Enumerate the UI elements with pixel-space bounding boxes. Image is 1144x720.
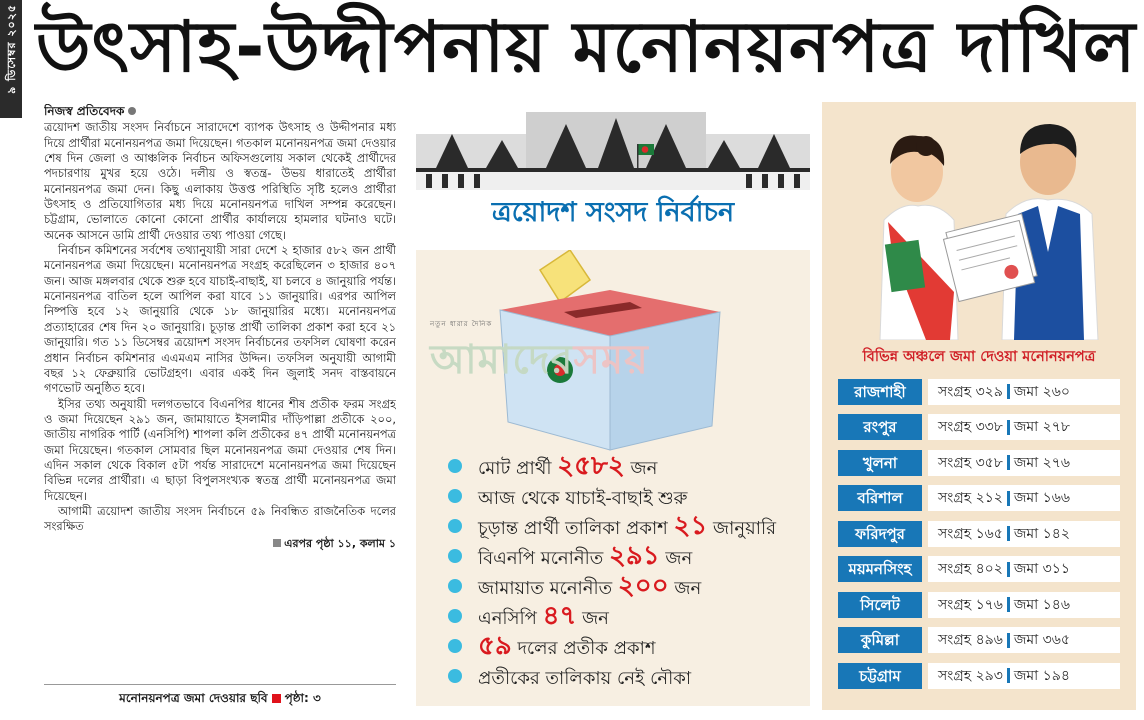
fact-text: জন — [668, 578, 702, 599]
region-name: খুলনা — [838, 450, 922, 476]
byline-dot-icon — [128, 107, 136, 115]
region-row — [838, 483, 1120, 515]
fact-number: ২৯১ — [609, 541, 660, 571]
article-paragraph: ইসির তথ্য অনুযায়ী দলগতভাবে বিএনপির ধানের শীষ প্রতীক ফরম সংগ্রহ ও জমা দিয়েছেন ২৯১ জন, জামায়াতে ইসলামীর দাঁড়িপাল্লা প্রতীকে ২০০, জাতীয় নাগরিক পার্টি (এনসিপি) শাপলা কলি প্রতীকের ৪৭ প্রার্থী মনোনয়নপত্র জমা দিয়েছেন। গতকাল সোমবার ছিল মনোনয়নপত্র জমা দেওয়ার শেষ দিন। এদিন সকাল থেকে বিকাল ৫টা পর্যন্ত সারাদেশে মনোনয়নপত্র জমা দিয়েছেন বিভিন্ন দলের প্রার্থীরা। এ ছাড়া বিপুলসংখ্যক স্বতন্ত্র প্রার্থী মনোনয়নপত্র জমা দিয়েছেন। — [44, 396, 396, 503]
region-collected: সংগ্রহ ৪০২ — [938, 561, 1003, 578]
region-collected: সংগ্রহ ৪৯৬ — [938, 632, 1003, 649]
divider-bar — [1007, 420, 1010, 435]
article-body — [44, 104, 396, 680]
fact-item — [448, 662, 808, 692]
region-collected: সংগ্রহ ৩৫৮ — [938, 454, 1003, 471]
fact-item — [448, 512, 808, 542]
fact-number: ২৫৮২ — [557, 451, 625, 481]
center-title: ত্রয়োদশ সংসদ নির্বাচন — [491, 197, 735, 228]
region-submitted: জমা ১৪৬ — [1013, 596, 1070, 613]
region-stats — [928, 485, 1120, 511]
region-name: রাজশাহী — [838, 379, 922, 405]
region-name: রংপুর — [838, 414, 922, 440]
region-row — [838, 376, 1120, 408]
bullet-icon — [448, 549, 462, 563]
region-name: সিলেট — [838, 592, 922, 618]
bullet-icon — [448, 459, 462, 473]
region-submitted: জমা ২৬০ — [1013, 383, 1070, 400]
bullet-icon — [448, 639, 462, 653]
fact-item — [448, 542, 808, 572]
divider-bar — [1007, 633, 1010, 648]
divider-bar — [1007, 491, 1010, 506]
fact-number: ২১ — [673, 511, 708, 541]
divider-bar — [1007, 455, 1010, 470]
region-stats — [928, 521, 1120, 547]
region-stats — [928, 627, 1120, 653]
continued-text: এরপর পৃষ্ঠা ১১, কলাম ১ — [284, 536, 396, 550]
region-name: চট্টগ্রাম — [838, 663, 922, 689]
fact-item — [448, 572, 808, 602]
region-name: কুমিল্লা — [838, 627, 922, 653]
bullet-icon — [448, 669, 462, 683]
headline: উৎসাহ-উদ্দীপনায় মনোনয়নপত্র দাখিল — [36, 6, 1137, 88]
region-row — [838, 447, 1120, 479]
square-icon — [273, 539, 281, 547]
region-collected: সংগ্রহ ১৭৬ — [938, 596, 1003, 613]
fact-text: জন — [624, 458, 658, 479]
key-facts-list — [448, 452, 808, 692]
bullet-icon — [448, 579, 462, 593]
region-stats — [928, 556, 1120, 582]
region-row — [838, 518, 1120, 550]
article-paragraph: আগামী ত্রয়োদশ জাতীয় সংসদ নির্বাচনে ৫৯ নিবন্ধিত রাজনৈতিক দলের সংরক্ষিত — [44, 503, 396, 534]
fact-text: জামায়াত মনোনীত — [478, 578, 618, 599]
fact-text: জন — [659, 548, 693, 569]
divider-bar — [1007, 562, 1010, 577]
region-collected: সংগ্রহ ২৯৩ — [938, 667, 1003, 684]
fact-text: আজ থেকে যাচাই-বাছাই শুরু — [478, 488, 688, 509]
watermark-text-a: আমাদের — [430, 337, 574, 383]
fact-item — [448, 632, 808, 662]
fact-item — [448, 602, 808, 632]
photo-note-text: মনোনয়নপত্র জমা দেওয়ার ছবি — [119, 691, 268, 705]
fact-item — [448, 452, 808, 482]
region-submitted: জমা ২৭৬ — [1013, 454, 1070, 471]
fact-text: চূড়ান্ত প্রার্থী তালিকা প্রকাশ — [478, 518, 674, 539]
region-stats — [928, 450, 1120, 476]
bullet-icon — [448, 609, 462, 623]
watermark-text-b: সময় — [573, 337, 649, 383]
region-collected: সংগ্রহ ৩২৯ — [938, 383, 1003, 400]
region-caption: বিভিন্ন অঞ্চলে জমা দেওয়া মনোনয়নপত্র — [862, 349, 1096, 365]
region-stats — [928, 592, 1120, 618]
fact-number: ২০০ — [617, 571, 669, 601]
region-stats — [928, 663, 1120, 689]
byline — [44, 104, 396, 119]
region-collected: সংগ্রহ ১৬৫ — [938, 525, 1003, 542]
divider-bar — [1007, 384, 1010, 399]
bullet-icon — [448, 519, 462, 533]
watermark-tagline: নতুন ধারার দৈনিক — [430, 320, 493, 328]
fact-number: ৪৭ — [542, 601, 577, 631]
region-table — [838, 376, 1120, 696]
region-submitted: জমা ২৭৮ — [1013, 419, 1070, 436]
region-collected: সংগ্রহ ৩৩৮ — [938, 419, 1003, 436]
date-strip — [0, 0, 22, 118]
divider-bar — [1007, 526, 1010, 541]
bullet-icon — [448, 489, 462, 503]
region-row — [838, 554, 1120, 586]
region-row — [838, 589, 1120, 621]
article-paragraph: ত্রয়োদশ জাতীয় সংসদ নির্বাচনে সারাদেশে ব্যাপক উৎসাহ ও উদ্দীপনার মধ্য দিয়ে প্রার্থীরা মনোনয়নপত্র জমা দিয়েছেন। গতকাল মনোনয়নপত্র জমা দেওয়ার শেষ দিন জেলা ও আঞ্চলিক নির্বাচন অফিসগুলোয় সকাল থেকেই প্রার্থীদের পদচারণায় মুখর হয়ে ওঠে। দলীয় ও স্বতন্ত্র- উভয় ধারাতেই প্রার্থীরা মনোনয়নপত্র জমা দেন। কিছু এলাকায় উত্তপ্ত পরিস্থিতি সৃষ্টি হলেও প্রার্থীরা উৎসাহ ও প্রতিযোগিতার মধ্য দিয়ে মনোনয়নপত্র দাখিল সম্পন্ন করেছেন। চট্টগ্রাম, ভোলাতে কোনো কোনো প্রার্থীর কার্যালয়ে হামলার ঘটনাও ঘটে। অনেক আসনে ডামি প্রার্থী দেওয়ার তথ্য পাওয়া গেছে। — [44, 120, 396, 242]
region-submitted: জমা ৩১১ — [1013, 561, 1070, 578]
continued-note — [44, 536, 396, 551]
candidates-submitting-illustration — [822, 102, 1136, 340]
fact-text: বিএনপি মনোনীত — [478, 548, 610, 569]
region-collected: সংগ্রহ ২১২ — [938, 490, 1003, 507]
divider-bar — [1007, 597, 1010, 612]
region-name: ফরিদপুর — [838, 521, 922, 547]
date-text: ৯ ডিসেম্বর ২০২৫ — [5, 4, 18, 94]
byline-text: নিজস্ব প্রতিবেদক — [44, 104, 125, 118]
red-square-icon — [272, 694, 281, 703]
fact-text: প্রতীকের তালিকায় নেই নৌকা — [478, 668, 692, 689]
region-name: ময়মনসিংহ — [838, 556, 922, 582]
fact-number: ৫৯ — [478, 631, 512, 661]
region-stats — [928, 414, 1120, 440]
fact-text: জানুয়ারি — [707, 518, 776, 539]
region-submitted: জমা ১৯৪ — [1013, 667, 1070, 684]
region-row — [838, 412, 1120, 444]
article-divider — [44, 684, 396, 685]
region-name: বরিশাল — [838, 485, 922, 511]
photo-note-page: পৃষ্ঠা: ৩ — [284, 691, 321, 705]
region-stats — [928, 379, 1120, 405]
newspaper-watermark-logo — [430, 320, 649, 395]
region-submitted: জমা ১৬৬ — [1013, 490, 1070, 507]
fact-text: জন — [576, 608, 609, 629]
region-submitted: জমা ১৪২ — [1013, 525, 1070, 542]
fact-text: এনসিপি — [478, 608, 543, 629]
photo-note — [44, 690, 396, 710]
fact-item — [448, 482, 808, 512]
region-row — [838, 660, 1120, 692]
article-paragraph: নির্বাচন কমিশনের সর্বশেষ তথ্যানুযায়ী সারা দেশে ২ হাজার ৫৮২ জন প্রার্থী মনোনয়নপত্র জমা দিয়েছেন। মনোনয়নপত্র সংগ্রহ করেছিলেন ৩ হাজার ৪০৭ জন। আজ মঙ্গলবার থেকে শুরু হবে যাচাই-বাছাই, যা চলবে ৪ জানুয়ারি পর্যন্ত। মনোনয়নপত্র বাতিল হলে আপিল করা যাবে ১১ জানুয়ারি। এরপর আপিল নিষ্পত্তি হবে ১২ জানুয়ারি থেকে ১৮ জানুয়ারির মধ্যে। মনোনয়নপত্র প্রত্যাহারের শেষ দিন ২০ জানুয়ারি। চূড়ান্ত প্রার্থী তালিকা প্রকাশ করা হবে ২১ জানুয়ারি। গত ১১ ডিসেম্বর ত্রয়োদশ সংসদ নির্বাচনের তফসিল ঘোষণা করেন প্রধান নির্বাচন কমিশনার এএমএম নাসির উদ্দিন। তফসিল অনুযায়ী আগামী বছর ১২ ফেব্রুয়ারি ভোটগ্রহণ। এবার একই দিন জুলাই সনদ বাস্তবায়নে গণভোট অনুষ্ঠিত হবে। — [44, 243, 396, 396]
fact-text: দলের প্রতীক প্রকাশ — [511, 638, 656, 659]
parliament-building-icon — [416, 104, 810, 190]
fact-text: মোট প্রার্থী — [478, 458, 558, 479]
region-submitted: জমা ৩৬৫ — [1013, 632, 1070, 649]
divider-bar — [1007, 668, 1010, 683]
region-row — [838, 625, 1120, 657]
